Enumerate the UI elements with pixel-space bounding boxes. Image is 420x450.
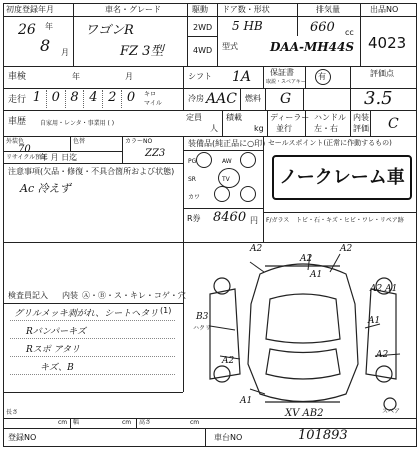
damage-mark: A1 <box>368 316 381 326</box>
insp-month-unit: 月 <box>125 72 133 81</box>
year-unit: 年 <box>45 22 53 31</box>
car-name: ワゴンR <box>85 23 134 38</box>
drive-2wd: 2WD <box>193 23 213 32</box>
first-reg-month: 8 <box>40 36 51 55</box>
capacity-unit: 人 <box>210 124 218 133</box>
aircon-label: 冷房 <box>188 94 204 103</box>
car-name-label: 車名・グレード <box>105 5 161 14</box>
color-change: 年 月 日迄 <box>40 153 78 162</box>
damage-mark: A2 <box>376 350 389 360</box>
interior-label: 内装 <box>353 113 369 122</box>
mileage-digit: 2 <box>103 90 122 108</box>
month-unit: 月 <box>61 48 69 57</box>
insp-year-unit: 年 <box>72 72 80 81</box>
damage-mark: A2 <box>340 244 353 254</box>
caution-value: Ac 冷えず <box>20 182 71 195</box>
rticket-unit: 円 <box>250 216 258 225</box>
mile-label: マイル <box>144 100 162 107</box>
inspector-line: キズ、B <box>40 363 74 373</box>
fuel-value: G <box>280 91 292 107</box>
history-sub: 自家用・レンタ・事業用 ( ) <box>40 120 115 127</box>
height-unit: cm <box>190 419 200 426</box>
grade: FZ 3型 <box>120 44 164 59</box>
score-label: 評価点 <box>370 69 394 78</box>
chassis-value: 101893 <box>298 428 348 443</box>
score-value: 3.5 <box>364 88 393 109</box>
shift-value: 1A <box>232 69 252 85</box>
mileage-digit: 0 <box>126 90 136 105</box>
chassis-label: 車台NO <box>214 433 243 442</box>
damage-mark: A2 A1 <box>370 284 398 294</box>
damage-mark: A1 <box>310 270 323 280</box>
lot-value: 4023 <box>368 34 407 52</box>
shift-label: シフト <box>188 72 212 81</box>
handle-value: 左・右 <box>314 124 338 133</box>
equip-tv: TV <box>222 176 230 183</box>
model-label: 型式 <box>222 42 238 51</box>
glass-label: F/ガラス <box>266 217 290 224</box>
length-label: 長さ <box>6 409 19 416</box>
displacement-label: 排気量 <box>316 5 340 14</box>
color-no-label: カラーNO <box>125 138 153 145</box>
km-label: キロ <box>144 91 157 98</box>
drive-label: 駆動 <box>192 5 208 14</box>
dealer-value: 並行 <box>276 124 292 133</box>
warranty-label: 保証書 <box>270 68 294 77</box>
inspector-label: 検査員記入 <box>8 291 48 300</box>
inspector-line: Rスポ アタリ <box>26 345 81 355</box>
mileage-digit: 8 <box>66 90 85 108</box>
no-claim-text: ノークレーム車 <box>279 167 405 188</box>
inspection-label: 車検 <box>8 72 27 82</box>
inspector-interior-items: Ⓐ・Ⓑ・ス・キレ・コゲ・穴 <box>82 291 186 300</box>
displacement-unit: cc <box>345 28 354 37</box>
equip-aw: AW <box>222 158 232 165</box>
mileage-digits <box>28 90 140 108</box>
damage-mark: B3 <box>196 312 209 322</box>
damage-mark: A2 <box>222 356 235 366</box>
damage-mark: A2 <box>250 244 263 254</box>
sales-point-label: セールスポイント(正常に作動するもの) <box>268 139 392 147</box>
inspector-count: (1) <box>160 306 172 315</box>
recycle-label: リサイクル預託 <box>6 154 48 161</box>
color-no-value: ZZ3 <box>145 148 166 159</box>
equip-pg: PG <box>188 158 197 165</box>
dealer-label: ディーラー <box>270 113 310 122</box>
equip-circle <box>240 186 256 202</box>
equip-circle <box>196 152 212 168</box>
mileage-digit: 0 <box>47 90 66 108</box>
fuel-label: 燃料 <box>245 94 261 103</box>
inspector-line: Rバンパーキズ <box>26 327 86 337</box>
capacity-label: 定員 <box>186 113 202 122</box>
history-label: 車歴 <box>8 117 27 127</box>
mileage-label: 走行 <box>8 95 27 105</box>
inspector-line: グリルメッキ剥がれ、シートヘタリ <box>14 309 159 319</box>
no-claim-stamp <box>272 155 412 200</box>
exterior-label: 外装色 <box>6 138 25 145</box>
first-reg-year: 26 <box>18 22 36 38</box>
mileage-digit: 4 <box>84 90 103 108</box>
lot-label: 出品NO <box>370 5 399 14</box>
interior-value: C <box>388 116 399 132</box>
glass-items: トビ・石・キズ・ヒビ・ワレ・リペア跡 <box>296 217 404 224</box>
bottom-mark: XV AB2 <box>285 408 324 419</box>
equip-circle <box>240 152 256 168</box>
doors-value: 5 HB <box>232 19 263 33</box>
drive-4wd: 4WD <box>193 46 213 55</box>
caution-label: 注意事項(欠品・修復・不具合箇所および状態) <box>8 167 175 176</box>
car-diagram <box>190 244 416 414</box>
payload-label: 積載 <box>226 113 242 122</box>
equip-rticket: R券 <box>187 214 201 223</box>
width-label: 幅 <box>73 419 80 426</box>
equip-circle <box>214 186 230 202</box>
exterior-value: 70 <box>18 144 31 155</box>
damage-mark: A1 <box>240 396 253 406</box>
width-unit: cm <box>122 419 132 426</box>
reg-no-label: 登録NO <box>8 433 37 442</box>
length-unit: cm <box>58 419 68 426</box>
first-reg-label: 初度登録年月 <box>6 5 54 14</box>
damage-mark: ハクリ <box>193 325 212 332</box>
rticket-value: 8460 <box>213 210 247 225</box>
height-label: 高さ <box>139 419 152 426</box>
displacement-value: 660 <box>310 20 335 35</box>
aircon-value: AAC <box>206 91 237 107</box>
inspector-interior-label: 内装 <box>62 291 78 300</box>
warranty-value: 有 <box>318 72 326 81</box>
model-value: DAA-MH44S <box>270 40 354 54</box>
color-label: 色替 <box>73 138 86 145</box>
spare-label: スペア <box>382 408 401 415</box>
mileage-digit: 1 <box>28 90 47 108</box>
warranty-sub: 取説・スペアキー <box>266 79 306 85</box>
equip-circle <box>218 168 240 188</box>
warranty-circle <box>315 69 331 85</box>
doors-label: ドア数・形状 <box>222 5 270 14</box>
handle-label: ハンドル <box>314 113 346 122</box>
equip-sr: SR <box>188 176 196 183</box>
payload-unit: kg <box>254 124 264 133</box>
interior-sub: 評価 <box>353 124 369 133</box>
equipment-label: 装備品(純正品に○印) <box>188 139 266 148</box>
damage-mark: A2 <box>300 254 313 264</box>
equip-kawa: カワ <box>188 194 201 201</box>
